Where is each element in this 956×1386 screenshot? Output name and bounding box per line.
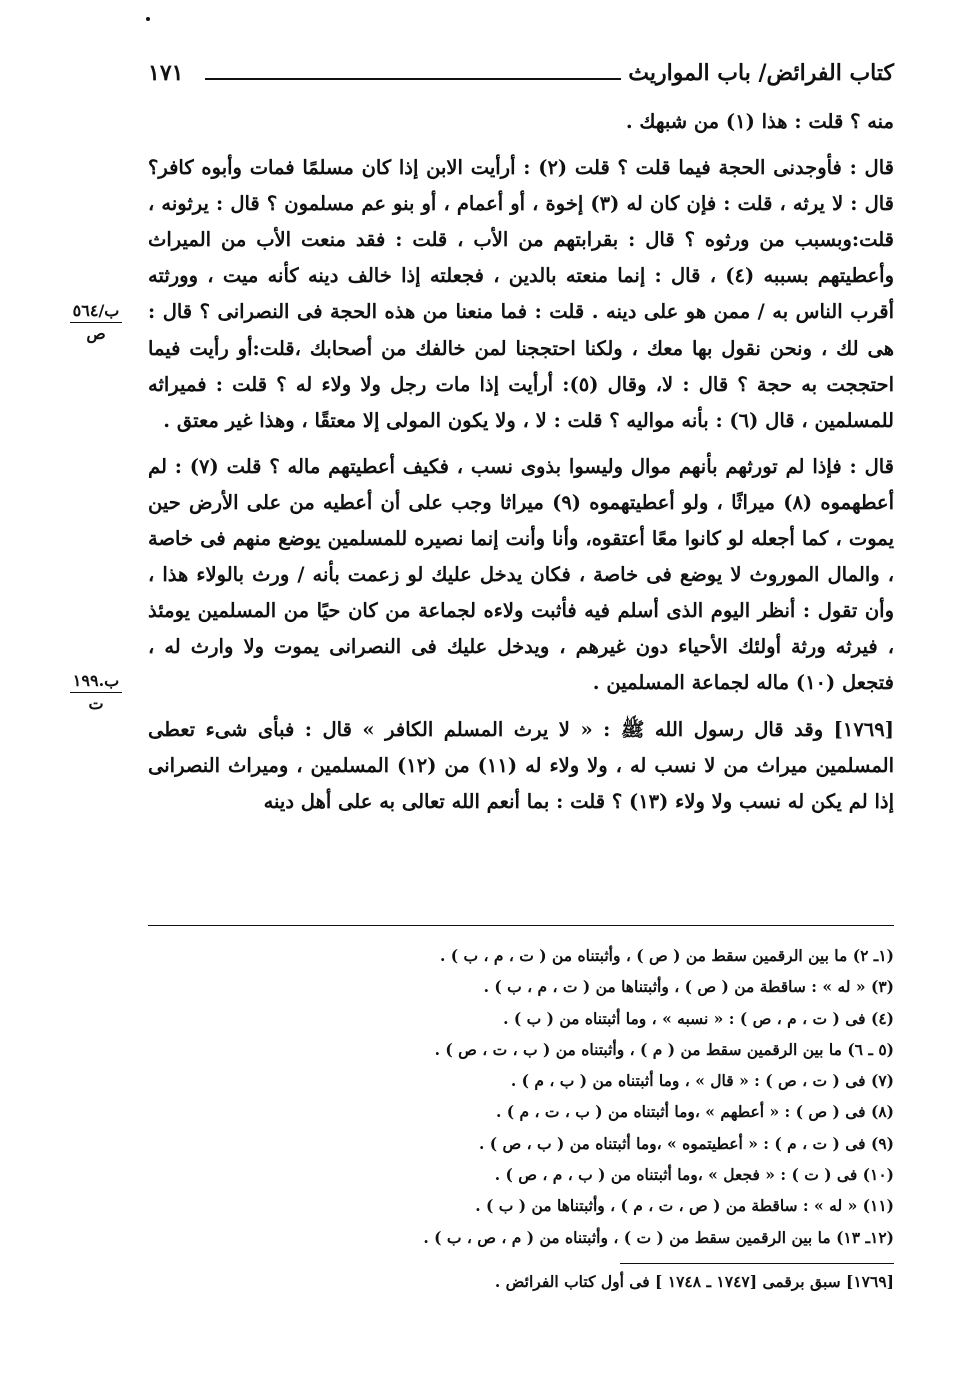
main-text [148,104,894,820]
manuscript-folio-note [70,670,122,715]
footnote-separator [148,925,894,926]
footnote: (٩) فى ( ت ، م ) : « أعطيتموه » ،وما أثبتناه من ( ب ، ص ) . [478,1133,894,1153]
page-number: ١٧١ [148,60,184,86]
footnote: (٣) « له » : ساقطة من ( ص ) ، وأثبتناها من ( ت ، م ، ب ) . [483,977,894,997]
manuscript-folio-note [70,300,122,345]
reference-separator [620,1263,894,1264]
stray-dot [146,17,150,21]
footnote: (٧) فى ( ت ، ص ) : « قال » ، وما أثبتناه من ( ب ، م ) . [510,1071,894,1091]
margin-note-bottom: ت [88,694,104,713]
footnotes [250,940,894,1253]
footnote: (١٠) فى ( ت ) : « فجعل » ،وما أثبتناه من ( ب ، م ، ص ) . [494,1165,894,1185]
footnote: (١٢ـ ١٣) ما بين الرقمين سقط من ( ت ) ، وأثبتناه من ( م ، ص ، ب ) . [423,1227,894,1247]
footnote: (٤) فى ( ت ، م ، ص ) : « نسبه » ، وما أثبتناه من ( ب ) . [503,1008,894,1028]
header-rule [205,78,621,80]
footnote: (١ـ ٢) ما بين الرقمين سقط من ( ص ) ، وأثبتناه من ( ت ، م ، ب ) . [439,946,894,965]
paragraph: قال : فأوجدنى الحجة فيما قلت ؟ قلت (٢) : أرأيت الابن إذا كان مسلمًا فمات وأبوه كافر؟ قال : لا يرثه ، قلت : فإن كان له (٣) إخوة ، أو أعمام ، أو بنو عم مسلمون ؟ قال : يرثونه ، قلت:وبسبب من ورثوه ؟ قال : بقرابتهم من الأب ، قلت : فقد منعت الأب من الميراث وأعطيتهم بسببه (٤) ، قال : إنما منعته بالدين ، فجعلته إذا خالف دينه كأنه ميت ، وورثته أقرب الناس به / ممن هو على دينه . قلت : فما منعنا من هذه الحجة فى النصرانى ؟ قال : هى لك ، ونحن نقول بها معك ، ولكنا احتججنا لمن خالفك من أصحابك ،قلت:أو رأيت فيما احتججت به حجة ؟ قال : لا، وقال (٥): أرأيت إذا مات رجل ولا ولاء له ؟ قلت : فميراثه للمسلمين ، قال (٦) : بأنه مواليه ؟ قلت : لا ، ولا يكون المولى إلا معتقًا ، وهذا غير معتق . [148,156,895,432]
paragraph: [١٧٦٩] وقد قال رسول الله ﷺ : « لا يرث المسلم الكافر » قال : فبأى شىء تعطى المسلمين ميراث من لا نسب له ، ولا ولاء له (١١) من (١٢) المسلمين ، وميراث النصرانى إذا لم يكن له نسب ولا ولاء (١٣) ؟ قلت : بما أنعم الله تعالى به على أهل دينه [148,717,894,813]
running-header-title: كتاب الفرائض/ باب المواريث [628,60,894,86]
paragraph: قال : فإذا لم تورثهم بأنهم موال وليسوا بذوى نسب ، فكيف أعطيتهم ماله ؟ قلت (٧) : لم أعطهموه (٨) ميراثًا ، ولو أعطيتهموه (٩) ميراثا وجب على أن أعطيه من على الأرض حين يموت ، كما أجعله لو كانوا معًا أعتقوه، وأنا وأنت إنما نصيره للمسلمين يوضع منهم فى خاصة ، والمال الموروث لا يوضع فى خاصة ، فكان يدخل عليك لو زعمت بأنه / ورث بالولاء هذا ، وأن تقول : أنظر اليوم الذى أسلم فيه فأثبت ولاءه لجماعة من كان حيًا من المسلمين يومئذ ، فيرثه ورثة أولئك الأحياء دون غيرهم ، ويدخل عليك فى النصرانى يموت ولا وارث له ، فتجعل (١٠) ماله لجماعة المسلمين . [148,454,894,695]
footnote: (١١) « له » : ساقطة من ( ص ، ت ، م ) ، وأثبتناها من ( ب ) . [475,1196,894,1216]
paragraph: منه ؟ قلت : هذا (١) من شبهك . [625,110,894,133]
footnote: (٨) فى ( ص ) : « أعطهم » ،وما أثبتناه من ( ب ، ت ، م ) . [495,1102,894,1122]
margin-note-top: ب.١٩٩ [70,670,122,693]
footnote: (٥ ـ ٦) ما بين الرقمين سقط من ( م ) ، وأثبتناه من ( ب ، ت ، ص ) . [434,1039,894,1059]
margin-note-top: ب/٥٦٤ [70,300,122,323]
margin-note-bottom: ص [86,324,106,343]
cross-reference-note: [١٧٦٩] سبق برقمى [١٧٤٧ ـ ١٧٤٨ ] فى أول كتاب الفرائض . [494,1272,894,1291]
